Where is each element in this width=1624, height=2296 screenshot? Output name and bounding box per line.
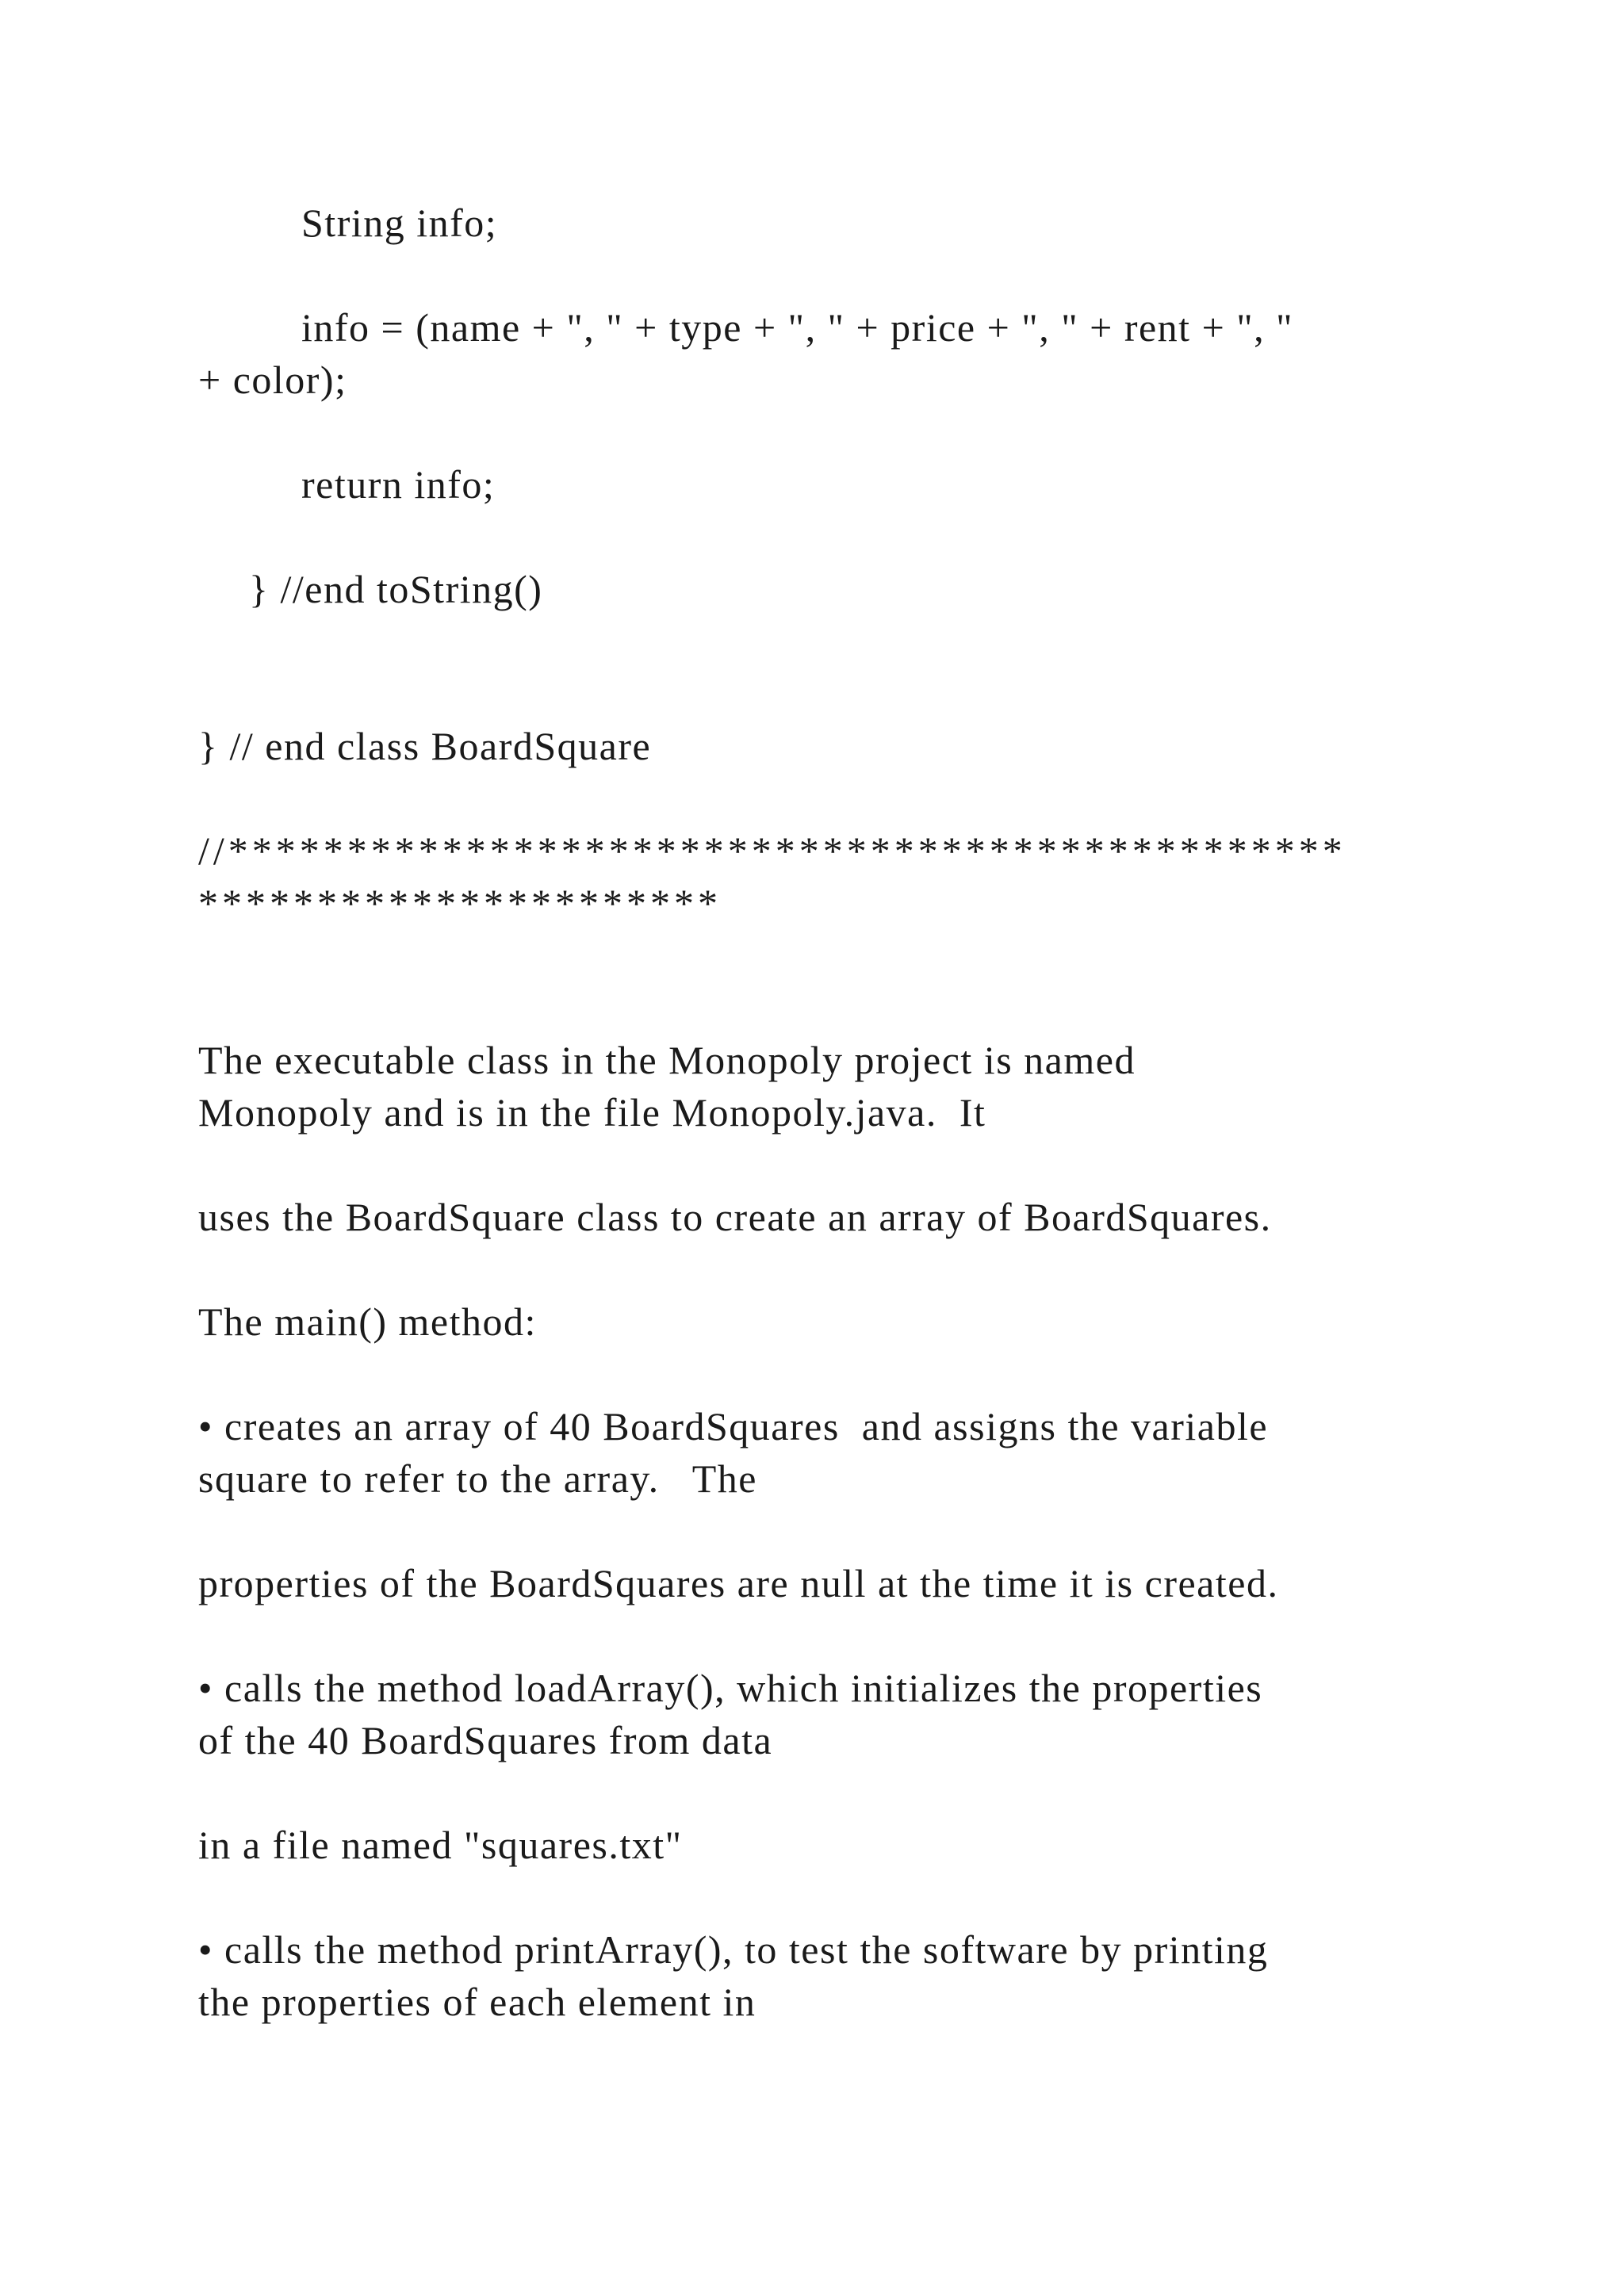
comment-separator-line-1: //*********************************************** <box>198 828 1346 873</box>
bullet-load-array-line-2: of the 40 BoardSquares from data <box>198 1718 773 1762</box>
code-line-end-tostring: } //end toString() <box>249 567 543 611</box>
paragraph-uses-boardsquare: uses the BoardSquare class to create an array of BoardSquares. <box>198 1195 1272 1239</box>
code-line-info-assign: info = (name + ", " + type + ", " + price + ", " + rent + ", " <box>301 305 1294 350</box>
comment-separator-line-2: ********************** <box>198 881 722 925</box>
code-line-string-info: String info; <box>301 201 498 245</box>
code-line-end-class: } // end class BoardSquare <box>198 724 652 768</box>
paragraph-properties-null: properties of the BoardSquares are null at the time it is created. <box>198 1561 1279 1605</box>
paragraph-main-method: The main() method: <box>198 1299 537 1344</box>
bullet-print-array-line-2: the properties of each element in <box>198 1980 756 2024</box>
bullet-creates-array-line-2: square to refer to the array. The <box>198 1456 757 1501</box>
paragraph-squares-file: in a file named "squares.txt" <box>198 1823 683 1867</box>
bullet-load-array-line-1: • calls the method loadArray(), which initializes the properties <box>198 1666 1263 1710</box>
paragraph-executable-class-line-2: Monopoly and is in the file Monopoly.java. It <box>198 1090 986 1135</box>
bullet-creates-array-line-1: • creates an array of 40 BoardSquares and assigns the variable <box>198 1404 1269 1448</box>
bullet-print-array-line-1: • calls the method printArray(), to test the software by printing <box>198 1927 1269 1972</box>
code-line-return: return info; <box>301 462 496 507</box>
paragraph-executable-class-line-1: The executable class in the Monopoly project is named <box>198 1038 1136 1082</box>
code-line-info-assign-cont: + color); <box>198 358 347 402</box>
